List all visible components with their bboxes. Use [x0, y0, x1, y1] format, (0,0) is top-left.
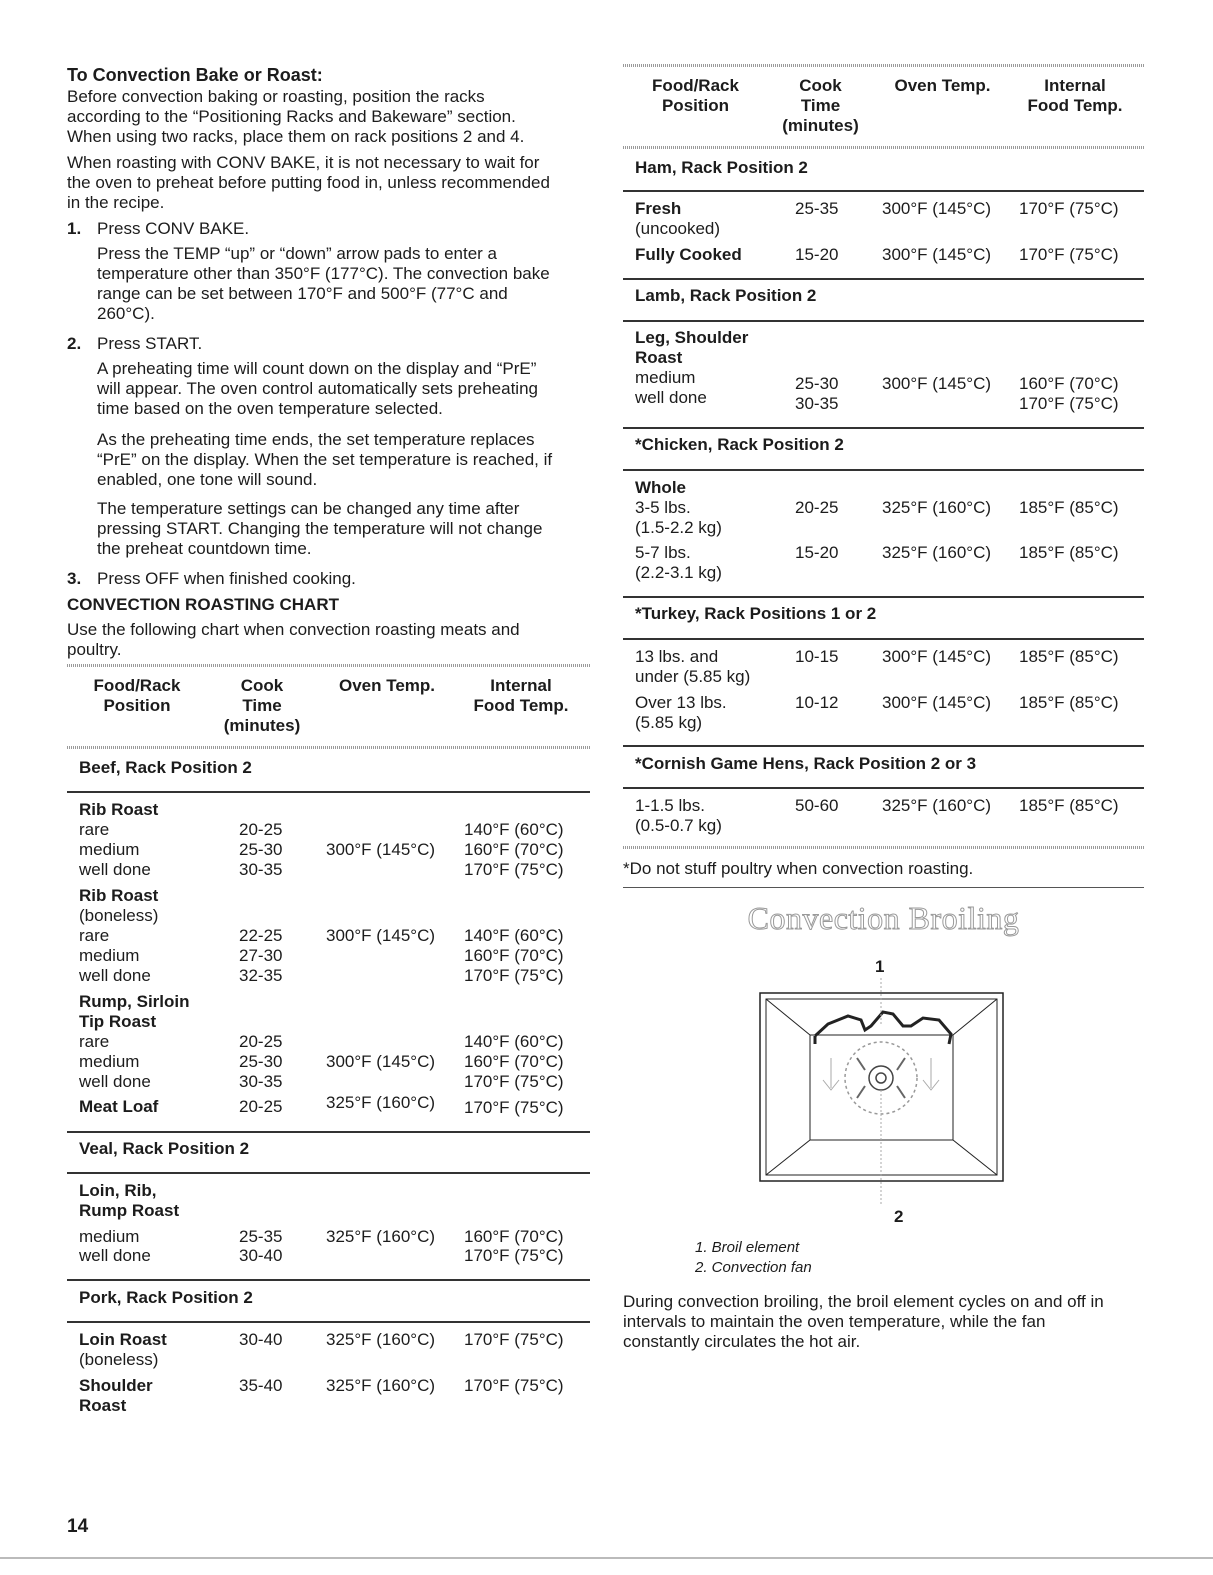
text-line: Before convection baking or roasting, position the racks: [67, 87, 485, 106]
step-paragraph: [97, 499, 542, 559]
section-rule: [623, 278, 1144, 280]
internal-temp: 140°F (60°C): [464, 926, 564, 945]
food-name: Shoulder: [79, 1376, 153, 1395]
section-pork: Pork, Rack Position 2: [79, 1288, 253, 1307]
text-line: During convection broiling, the broil element cycles on and off in: [623, 1292, 1104, 1311]
dotted-rule: [623, 64, 1144, 67]
text-line: “PrE” on the display. When the set temperature is reached, if: [97, 450, 553, 469]
oven-temp: 300°F (145°C): [326, 926, 436, 945]
doneness: well done: [79, 860, 151, 879]
header-cook-time: [207, 676, 317, 736]
internal-temp: 160°F (70°C): [464, 840, 564, 859]
oven-temp: 325°F (160°C): [882, 796, 992, 815]
header-line: Cook: [799, 76, 842, 95]
internal-temp: 185°F (85°C): [1019, 498, 1119, 517]
intro-paragraph-2: [67, 153, 550, 213]
step-paragraph: [97, 244, 550, 324]
section-rule: [623, 887, 1144, 888]
doneness: well done: [79, 1072, 151, 1091]
food-name: Meat Loaf: [79, 1097, 159, 1116]
doneness: medium: [79, 1052, 140, 1071]
food-name: Fresh: [635, 199, 682, 218]
figure-caption-2: 2. Convection fan: [695, 1259, 812, 1276]
section-rule: [623, 787, 1144, 789]
cook-time: 30-35: [795, 394, 839, 413]
oven-temp: 325°F (160°C): [882, 543, 992, 562]
oven-temp: 325°F (160°C): [326, 1093, 436, 1112]
header-line: Internal: [1044, 76, 1106, 95]
food-note: (uncooked): [635, 219, 721, 238]
header-line: (minutes): [223, 716, 301, 735]
food-name: Rump Roast: [79, 1201, 180, 1220]
cook-time: 30-40: [239, 1246, 283, 1265]
internal-temp: 185°F (85°C): [1019, 647, 1119, 666]
doneness: medium: [79, 946, 140, 965]
cook-time: 10-12: [795, 693, 839, 712]
weight-metric: (0.5-0.7 kg): [635, 816, 722, 835]
food-name: Rump, Sirloin: [79, 992, 190, 1011]
section-rule: [67, 1172, 590, 1174]
cook-time: 25-35: [795, 199, 839, 218]
internal-temp: 170°F (75°C): [464, 1098, 564, 1117]
text-line: according to the “Positioning Racks and Bakeware” section.: [67, 107, 516, 126]
internal-temp: 170°F (75°C): [464, 1330, 564, 1349]
cook-time: 20-25: [239, 1032, 283, 1051]
header-line: Cook: [240, 676, 284, 695]
fan-hub: [876, 1073, 886, 1083]
cook-time: 20-25: [239, 1097, 283, 1116]
weight-metric: (5.85 kg): [635, 713, 703, 732]
weight: 3-5 lbs.: [635, 498, 691, 517]
cook-time: 15-20: [795, 245, 839, 264]
doneness: well done: [635, 388, 707, 407]
section-rule: [623, 638, 1144, 640]
section-rule: [623, 427, 1144, 429]
section-rule: [67, 1131, 590, 1133]
header-oven-temp: Oven Temp.: [338, 676, 436, 695]
doneness: well done: [79, 1246, 151, 1265]
text-line: poultry.: [67, 640, 122, 659]
text-line: Use the following chart when convection roasting meats and: [67, 620, 520, 639]
oven-temp: 325°F (160°C): [326, 1376, 436, 1395]
cook-time: 15-20: [795, 543, 839, 562]
food-name: Roast: [635, 348, 683, 367]
food-name: Roast: [79, 1396, 127, 1415]
internal-temp: 185°F (85°C): [1019, 693, 1119, 712]
dotted-rule: [67, 664, 590, 667]
dotted-rule: [623, 146, 1144, 149]
text-line: will appear. The oven control automatically sets preheating: [97, 379, 538, 398]
page-bottom-rule: [0, 1557, 1213, 1559]
cook-time: 30-35: [239, 860, 283, 879]
text-line: A preheating time will count down on the display and “PrE”: [97, 359, 537, 378]
header-line: Position: [661, 96, 730, 115]
header-internal-temp: [459, 676, 583, 716]
food-name: Loin, Rib,: [79, 1181, 157, 1200]
internal-temp: 160°F (70°C): [464, 1227, 564, 1246]
chart-title: CONVECTION ROASTING CHART: [67, 595, 339, 614]
figure-label: 2: [894, 1207, 904, 1226]
step-title: Press START.: [97, 334, 203, 353]
text-line: time based on the oven temperature selected.: [97, 399, 443, 418]
section-rule: [67, 1279, 590, 1281]
oven-temp: 300°F (145°C): [326, 840, 436, 859]
text-line: the oven to preheat before putting food in, unless recommended: [67, 173, 550, 192]
internal-temp: 170°F (75°C): [1019, 394, 1119, 413]
header-food-rack: [623, 76, 768, 116]
food-name: Rib Roast: [79, 886, 159, 905]
food-name: Fully Cooked: [635, 245, 742, 264]
airflow-arrow: [923, 1058, 939, 1090]
convection-fan: [869, 1066, 893, 1090]
text-line: Press the TEMP “up” or “down” arrow pads to enter a: [97, 244, 497, 263]
perspective-line: [766, 1140, 810, 1175]
cook-time: 25-30: [239, 1052, 283, 1071]
text-line: 260°C).: [97, 304, 155, 323]
header-line: Food/Rack: [93, 676, 181, 695]
intro-paragraph-1: [67, 87, 524, 147]
header-oven-temp: Oven Temp.: [894, 76, 991, 95]
cook-time: 10-15: [795, 647, 839, 666]
text-line: in the recipe.: [67, 193, 165, 212]
step-title: Press OFF when finished cooking.: [97, 569, 356, 588]
section-rule: [623, 745, 1144, 747]
section-rule: [623, 190, 1144, 192]
footnote: *Do not stuff poultry when convection roasting.: [623, 859, 974, 878]
cook-time: 35-40: [239, 1376, 283, 1395]
cook-time: 25-30: [795, 374, 839, 393]
internal-temp: 160°F (70°C): [1019, 374, 1119, 393]
cook-time: 32-35: [239, 966, 283, 985]
internal-temp: 170°F (75°C): [464, 966, 564, 985]
airflow-arrow: [823, 1058, 839, 1090]
weight-metric: under (5.85 kg): [635, 667, 751, 686]
dotted-rule: [67, 746, 590, 749]
section-rule: [67, 1321, 590, 1323]
header-line: Time: [242, 696, 282, 715]
section-ham: Ham, Rack Position 2: [635, 158, 808, 177]
page-number: 14: [67, 1516, 89, 1537]
section-cornish: *Cornish Game Hens, Rack Position 2 or 3: [635, 754, 977, 773]
oven-outer-frame: [760, 993, 1003, 1181]
food-note: (boneless): [79, 1350, 159, 1369]
internal-temp: 170°F (75°C): [1019, 199, 1119, 218]
header-food-rack: [67, 676, 207, 716]
oven-inner-frame: [766, 999, 997, 1175]
cook-time: 22-25: [239, 926, 283, 945]
internal-temp: 185°F (85°C): [1019, 543, 1119, 562]
weight-metric: (2.2-3.1 kg): [635, 563, 722, 582]
internal-temp: 170°F (75°C): [464, 860, 564, 879]
section-turkey: *Turkey, Rack Positions 1 or 2: [635, 604, 877, 623]
header-line: Internal: [490, 676, 552, 695]
perspective-line: [766, 999, 810, 1035]
dotted-rule: [623, 846, 1144, 849]
header-line: (minutes): [782, 116, 859, 135]
step-title: Press CONV BAKE.: [97, 219, 250, 238]
step-paragraph: [97, 359, 538, 419]
text-line: As the preheating time ends, the set temperature replaces: [97, 430, 535, 449]
section-rule: [623, 469, 1144, 471]
oven-temp: 300°F (145°C): [326, 1052, 436, 1071]
text-line: When using two racks, place them on rack positions 2 and 4.: [67, 127, 525, 146]
step-paragraph: [97, 430, 552, 490]
weight: 5-7 lbs.: [635, 543, 691, 562]
doneness: medium: [79, 840, 140, 859]
text-line: constantly circulates the hot air.: [623, 1332, 861, 1351]
food-name: Tip Roast: [79, 1012, 157, 1031]
weight-metric: (1.5-2.2 kg): [635, 518, 722, 537]
step-number: 1.: [67, 219, 82, 238]
chart-intro: [67, 620, 520, 660]
oven-diagram: [753, 978, 1009, 1206]
step-number: 3.: [67, 569, 82, 588]
cook-time: 30-35: [239, 1072, 283, 1091]
section-rule: [623, 596, 1144, 598]
food-name: Loin Roast: [79, 1330, 167, 1349]
internal-temp: 140°F (60°C): [464, 1032, 564, 1051]
internal-temp: 170°F (75°C): [1019, 245, 1119, 264]
broil-element: [815, 1012, 951, 1044]
cook-time: 30-40: [239, 1330, 283, 1349]
header-cook-time: [768, 76, 873, 136]
broiling-heading: Convection Broiling: [747, 900, 1020, 936]
weight: 13 lbs. and: [635, 647, 719, 666]
section-beef: Beef, Rack Position 2: [79, 758, 252, 777]
internal-temp: 160°F (70°C): [464, 946, 564, 965]
internal-temp: 170°F (75°C): [464, 1376, 564, 1395]
food-note: (boneless): [79, 906, 159, 925]
figure-caption-1: 1. Broil element: [695, 1239, 800, 1256]
food-name: Rib Roast: [79, 800, 159, 819]
internal-temp: 170°F (75°C): [464, 1246, 564, 1265]
figure-label: 1: [875, 957, 885, 976]
internal-temp: 185°F (85°C): [1019, 796, 1119, 815]
weight: Over 13 lbs.: [635, 693, 727, 712]
header-line: Time: [800, 96, 841, 115]
section-veal: Veal, Rack Position 2: [79, 1139, 250, 1158]
header-line: Position: [103, 696, 171, 715]
cook-time: 25-35: [239, 1227, 283, 1246]
text-line: The temperature settings can be changed any time after: [97, 499, 520, 518]
text-line: enabled, one tone will sound.: [97, 470, 318, 489]
text-line: pressing START. Changing the temperature will not change: [97, 519, 543, 538]
perspective-line: [953, 999, 997, 1035]
doneness: medium: [635, 368, 696, 387]
doneness: medium: [79, 1227, 140, 1246]
text-line: temperature other than 350°F (177°C). The convection bake: [97, 264, 550, 283]
oven-temp: 325°F (160°C): [882, 498, 992, 517]
section-heading: To Convection Bake or Roast:: [67, 65, 323, 85]
oven-temp: 300°F (145°C): [882, 245, 992, 264]
header-internal-temp: [1013, 76, 1137, 116]
cook-time: 50-60: [795, 796, 839, 815]
cook-time: 20-25: [795, 498, 839, 517]
cook-time: 25-30: [239, 840, 283, 859]
section-chicken: *Chicken, Rack Position 2: [635, 435, 844, 454]
header-line: Food Temp.: [473, 696, 569, 715]
cook-time: 27-30: [239, 946, 283, 965]
cook-time: 20-25: [239, 820, 283, 839]
doneness: rare: [79, 820, 110, 839]
oven-temp: 300°F (145°C): [882, 693, 992, 712]
weight: 1-1.5 lbs.: [635, 796, 705, 815]
header-line: Food/Rack: [652, 76, 739, 95]
step-number: 2.: [67, 334, 82, 353]
section-lamb: Lamb, Rack Position 2: [635, 286, 817, 305]
doneness: rare: [79, 926, 110, 945]
internal-temp: 160°F (70°C): [464, 1052, 564, 1071]
oven-temp: 300°F (145°C): [882, 647, 992, 666]
internal-temp: 170°F (75°C): [464, 1072, 564, 1091]
food-name: Leg, Shoulder: [635, 328, 749, 347]
oven-temp: 325°F (160°C): [326, 1330, 436, 1349]
text-line: When roasting with CONV BAKE, it is not necessary to wait for: [67, 153, 540, 172]
doneness: rare: [79, 1032, 110, 1051]
oven-temp: 325°F (160°C): [326, 1227, 436, 1246]
perspective-line: [953, 1140, 997, 1175]
oven-temp: 300°F (145°C): [882, 199, 992, 218]
section-rule: [67, 791, 590, 793]
text-line: range can be set between 170°F and 500°F (77°C and: [97, 284, 508, 303]
broiling-paragraph: [623, 1292, 1104, 1352]
header-line: Food Temp.: [1027, 96, 1123, 115]
text-line: intervals to maintain the oven temperature, while the fan: [623, 1312, 1046, 1331]
internal-temp: 140°F (60°C): [464, 820, 564, 839]
section-rule: [623, 320, 1144, 322]
doneness: well done: [79, 966, 151, 985]
food-name: Whole: [635, 478, 686, 497]
text-line: the preheat countdown time.: [97, 539, 312, 558]
oven-temp: 300°F (145°C): [882, 374, 992, 393]
